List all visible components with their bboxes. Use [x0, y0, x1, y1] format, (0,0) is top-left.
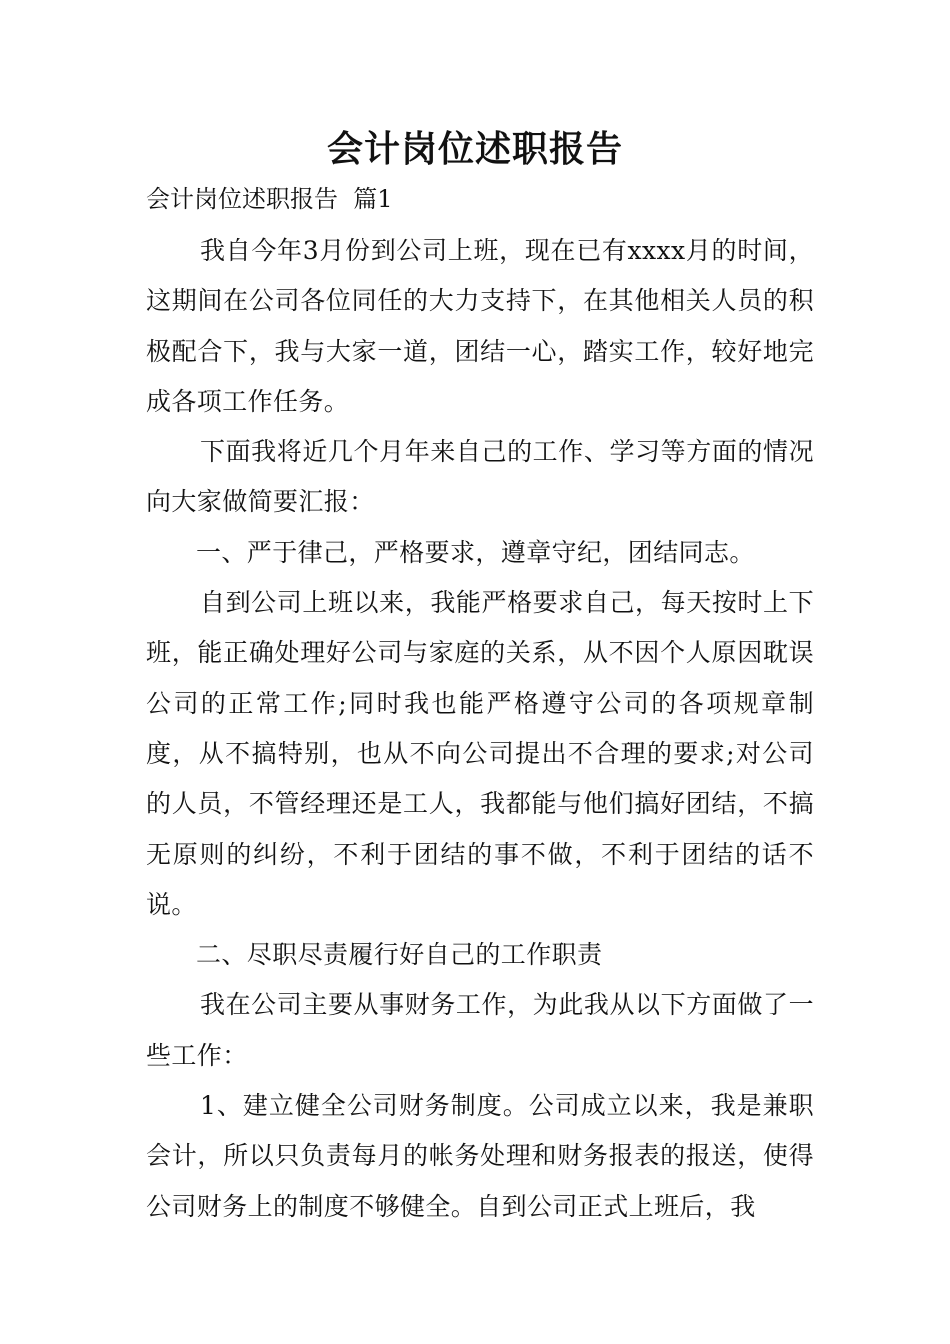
section-heading-1: 一、严于律己，严格要求，遵章守纪，团结同志。 [196, 537, 755, 567]
section-heading-2: 二、尽职尽责履行好自己的工作职责 [196, 940, 603, 970]
document-body [146, 226, 814, 1232]
document-title: 会计岗位述职报告 [326, 129, 623, 170]
paragraph-duties-lead: 我在公司主要从事财务工作，为此我从以下方面做了一些工作： [146, 990, 814, 1070]
paragraph-finance-system: 1、建立健全公司财务制度。公司成立以来，我是兼职会计，所以只负责每月的帐务处理和财务报表的报送，使得公司财务上的制度不够健全。自到公司正式上班后，我 [146, 1091, 814, 1221]
paragraph-summary-lead: 下面我将近几个月年来自己的工作、学习等方面的情况向大家做简要汇报： [146, 437, 814, 517]
paragraph-intro: 我自今年3月份到公司上班，现在已有xxxx月的时间，这期间在公司各位同任的大力支持下，在其他相关人员的积极配合下，我与大家一道，团结一心，踏实工作，较好地完成各项工作任务。 [146, 236, 814, 416]
document-subtitle: 会计岗位述职报告 篇1 [146, 185, 393, 213]
paragraph-discipline: 自到公司上班以来，我能严格要求自己，每天按时上下班，能正确处理好公司与家庭的关系，从不因个人原因耽误公司的正常工作;同时我也能严格遵守公司的各项规章制度，从不搞特别，也从不向公司提出不合理的要求;对公司的人员，不管经理还是工人，我都能与他们搞好团结，不搞无原则的纠纷，不利于团结的事不做，不利于团结的话不说。 [146, 588, 814, 919]
